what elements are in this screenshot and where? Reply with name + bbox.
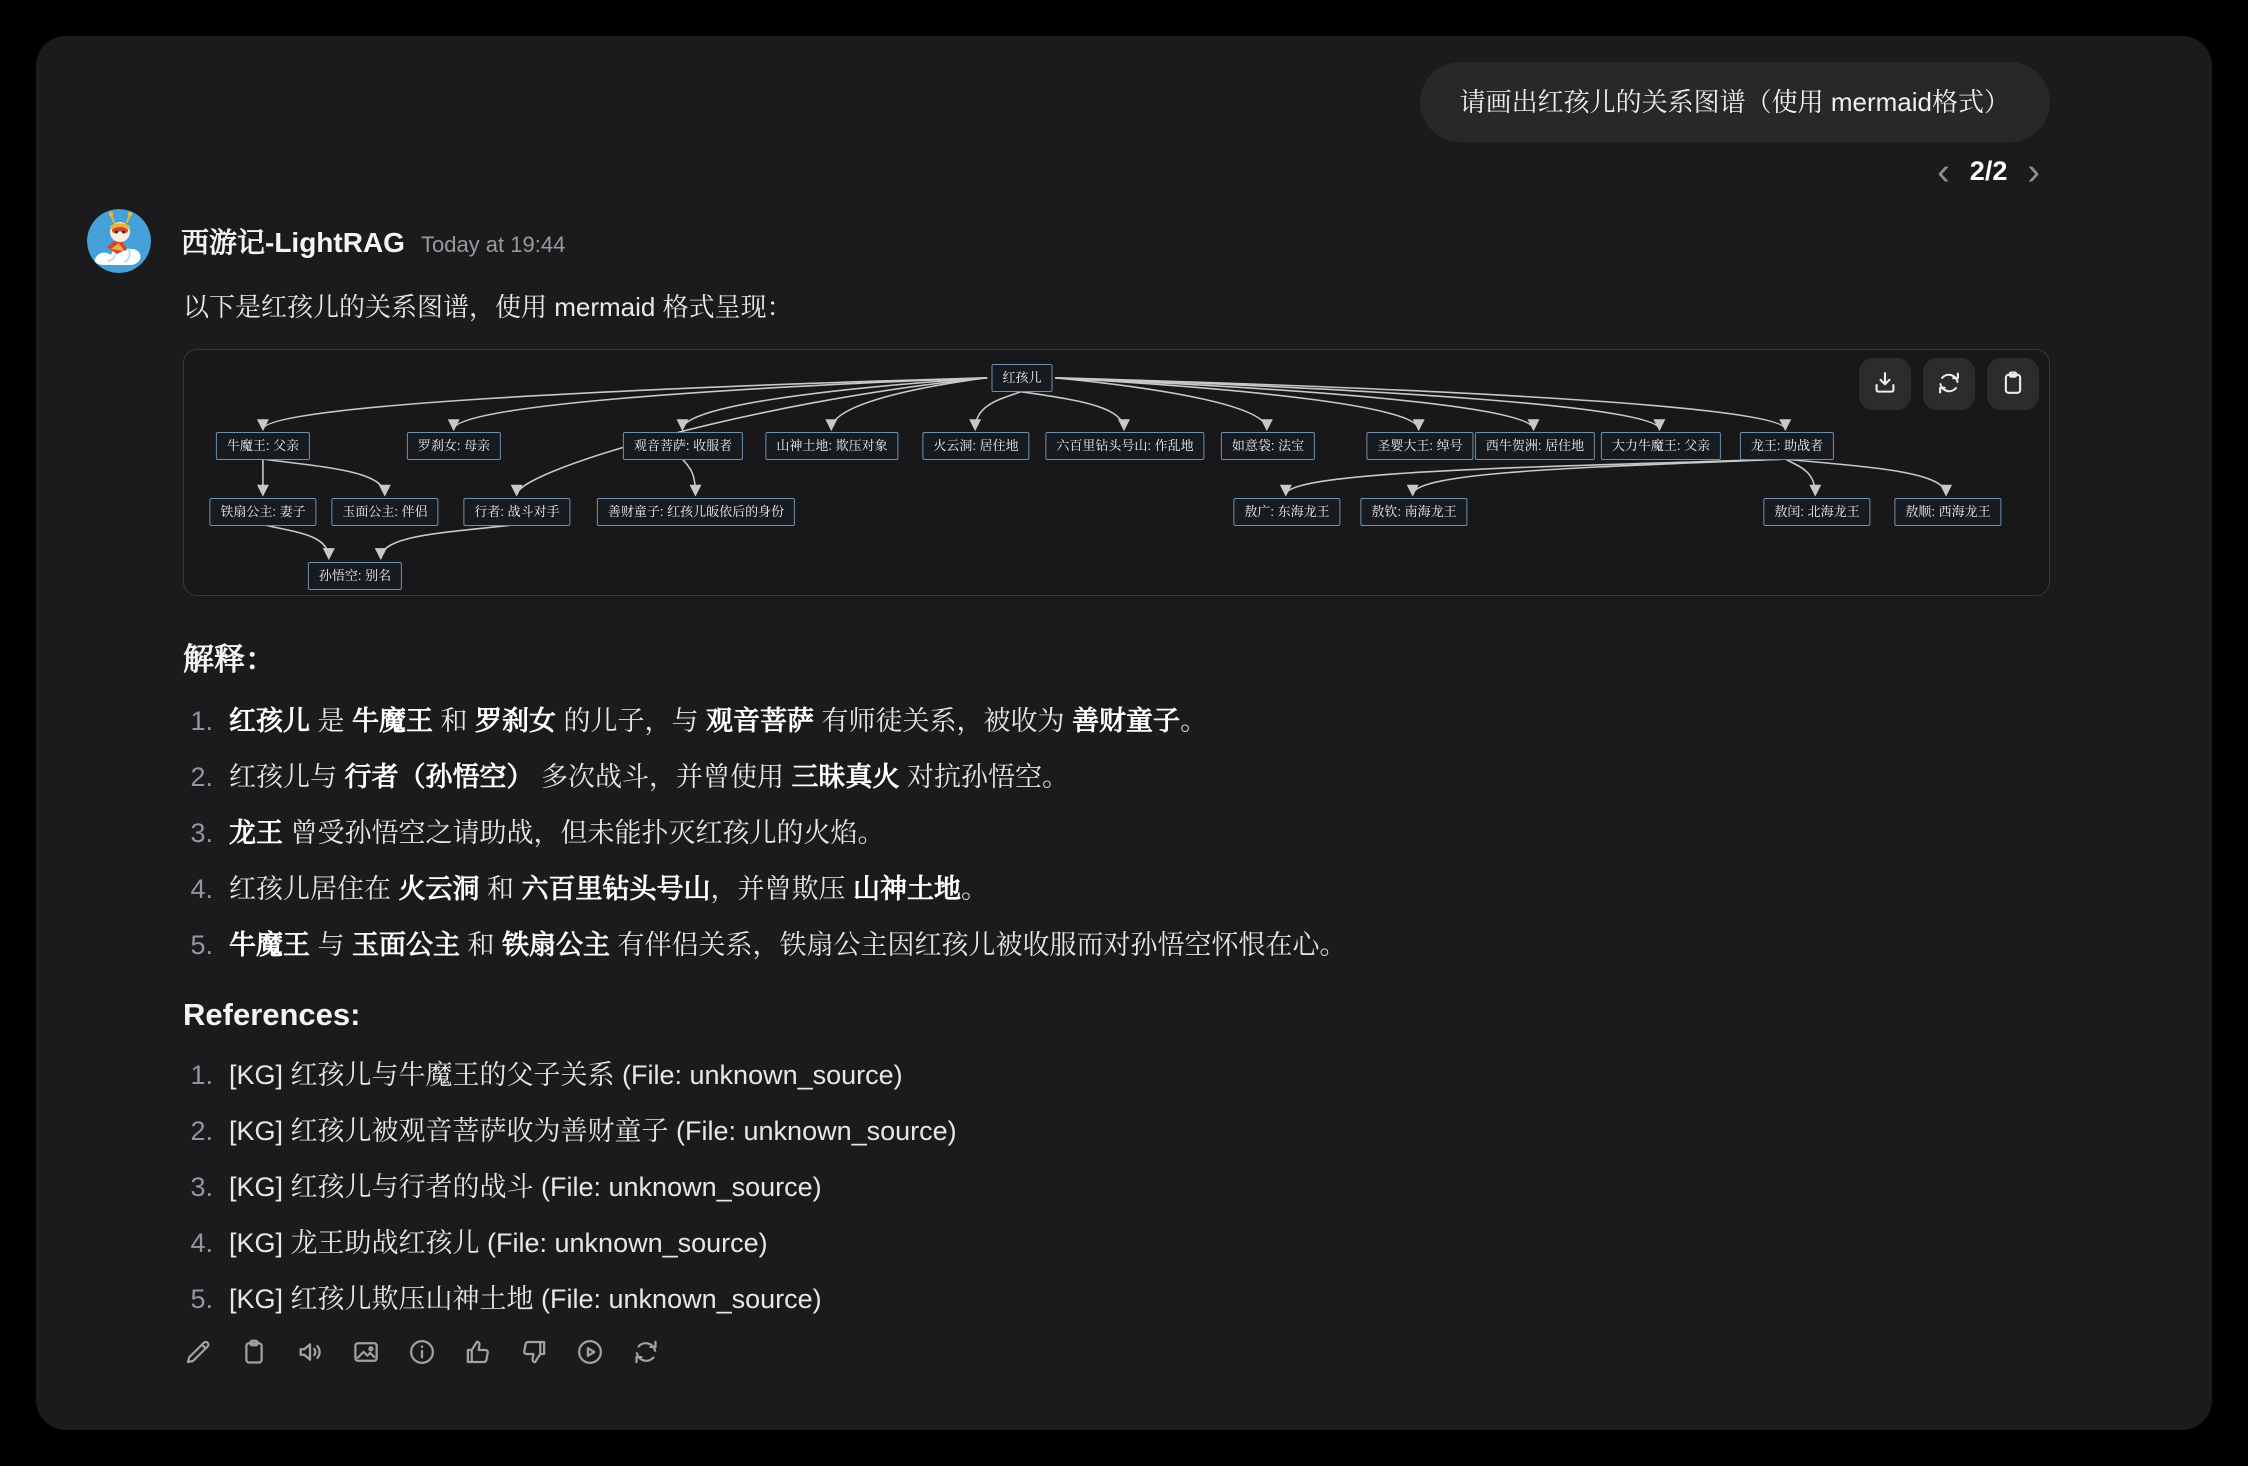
list-number: 1. <box>190 1060 213 1090</box>
explanation-item-text: 红孩儿 是 牛魔王 和 罗刹女 的儿子，与 观音菩萨 有师徒关系，被收为 善财童子。 <box>229 706 1208 736</box>
message-toolbar <box>183 1337 2212 1367</box>
reference-item-text: [KG] 红孩儿欺压山神土地 (File: unknown_source) <box>229 1284 822 1314</box>
user-message-bubble: 请画出红孩儿的关系图谱（使用 mermaid格式） <box>1420 62 2050 142</box>
references-list <box>183 1057 2212 1317</box>
list-number: 4. <box>190 874 213 904</box>
thumbs-up-icon[interactable] <box>463 1337 493 1367</box>
explanation-item <box>183 927 2212 963</box>
reference-item-text: [KG] 龙王助战红孩儿 (File: unknown_source) <box>229 1228 768 1258</box>
copy-icon <box>1999 369 2027 400</box>
chat-window <box>36 36 2212 1430</box>
assistant-avatar <box>87 209 151 273</box>
page-indicator: 2/2 <box>1969 156 2008 186</box>
diagram-node-longwang: 龙王: 助战者 <box>1740 432 1834 460</box>
diagram-edge-honghaier-daliniumo <box>1055 378 1659 430</box>
explanation-list <box>183 703 2212 963</box>
diagram-node-aoqin: 敖钦: 南海龙王 <box>1360 498 1467 526</box>
play-icon[interactable] <box>575 1337 605 1367</box>
diagram-node-yumian: 玉面公主: 伴侣 <box>331 498 438 526</box>
list-number: 3. <box>190 818 213 848</box>
diagram-node-sunwukong: 孙悟空: 别名 <box>308 562 402 590</box>
diagram-node-aoshun: 敖顺: 西海龙王 <box>1894 498 2001 526</box>
reference-item-text: [KG] 红孩儿与牛魔王的父子关系 (File: unknown_source) <box>229 1060 903 1090</box>
diagram-toolbar <box>1859 358 2039 410</box>
explanation-heading: 解释： <box>183 642 276 677</box>
info-icon[interactable] <box>407 1337 437 1367</box>
diagram-node-luochanv: 罗刹女: 母亲 <box>407 432 501 460</box>
diagram-node-zuantoushan: 六百里钻头号山: 作乱地 <box>1045 432 1204 460</box>
diagram-node-shancai: 善财童子: 红孩儿皈依后的身份 <box>597 498 795 526</box>
assistant-name: 西游记-LightRAG <box>181 227 405 258</box>
thumbs-down-icon[interactable] <box>519 1337 549 1367</box>
list-number: 2. <box>190 1116 213 1146</box>
explanation-item <box>183 871 2212 907</box>
diagram-node-honghaier: 红孩儿 <box>991 364 1052 392</box>
diagram-node-xiniuhezhou: 西牛贺洲: 居住地 <box>1475 432 1595 460</box>
monkey-king-avatar-icon <box>87 209 151 273</box>
download-icon <box>1871 369 1899 400</box>
list-number: 5. <box>190 1284 213 1314</box>
diagram-edge-honghaier-shanshen <box>831 378 987 430</box>
diagram-node-guanyin: 观音菩萨: 收服者 <box>623 432 743 460</box>
diagram-node-daliniumo: 大力牛魔王: 父亲 <box>1601 432 1721 460</box>
explanation-item <box>183 759 2212 795</box>
explanation-item-text: 龙王 曾受孙悟空之请助战，但未能扑灭红孩儿的火焰。 <box>229 818 885 848</box>
refresh-icon <box>1935 369 1963 400</box>
diagram-node-shanshen: 山神土地: 欺压对象 <box>765 432 898 460</box>
next-page-button[interactable]: › <box>2027 150 2040 193</box>
list-number: 4. <box>190 1228 213 1258</box>
speak-icon[interactable] <box>295 1337 325 1367</box>
diagram-edge-longwang-aoguang <box>1286 459 1785 495</box>
explanation-item-text: 牛魔王 与 玉面公主 和 铁扇公主 有伴侣关系，铁扇公主因红孩儿被收服而对孙悟空怀恨在心。 <box>229 930 1347 960</box>
diagram-edge-honghaier-niumowang <box>263 378 987 430</box>
assistant-intro-text: 以下是红孩儿的关系图谱，使用 mermaid 格式呈现： <box>183 292 793 322</box>
list-number: 3. <box>190 1172 213 1202</box>
assistant-message <box>36 209 2212 1367</box>
diagram-node-ruyidai: 如意袋: 法宝 <box>1221 432 1315 460</box>
list-number: 5. <box>190 930 213 960</box>
copy-icon[interactable] <box>239 1337 269 1367</box>
download-button[interactable] <box>1859 358 1911 410</box>
diagram-node-xingzhe: 行者: 战斗对手 <box>463 498 570 526</box>
diagram-node-shengying: 圣婴大王: 绰号 <box>1366 432 1473 460</box>
reference-item <box>183 1057 2212 1093</box>
list-number: 2. <box>190 762 213 792</box>
diagram-node-niumowang: 牛魔王: 父亲 <box>216 432 310 460</box>
reference-item <box>183 1225 2212 1261</box>
list-number: 1. <box>190 706 213 736</box>
explanation-item-text: 红孩儿居住在 火云洞 和 六百里钻头号山，并曾欺压 山神土地。 <box>229 874 989 904</box>
reference-item-text: [KG] 红孩儿被观音菩萨收为善财童子 (File: unknown_source) <box>229 1116 957 1146</box>
message-pagination <box>36 150 2212 193</box>
explanation-item <box>183 703 2212 739</box>
diagram-edge-guanyin-shancai <box>682 459 695 495</box>
reference-item <box>183 1113 2212 1149</box>
diagram-edge-niumowang-yumian <box>263 459 385 495</box>
explanation-item <box>183 815 2212 851</box>
diagram-edge-longwang-aorun <box>1785 459 1815 495</box>
diagram-edges <box>184 350 2049 595</box>
diagram-edge-xingzhe-sunwukong <box>381 525 517 559</box>
image-icon[interactable] <box>351 1337 381 1367</box>
copy-button[interactable] <box>1987 358 2039 410</box>
diagram-node-aorun: 敖闰: 北海龙王 <box>1763 498 1870 526</box>
regenerate-icon[interactable] <box>631 1337 661 1367</box>
diagram-node-huoyundong: 火云洞: 居住地 <box>922 432 1029 460</box>
edit-icon[interactable] <box>183 1337 213 1367</box>
prev-page-button[interactable]: ‹ <box>1937 150 1950 193</box>
reference-item <box>183 1281 2212 1317</box>
diagram-edge-longwang-aoshun <box>1785 459 1946 495</box>
explanation-item-text: 红孩儿与 行者（孙悟空） 多次战斗，并曾使用 三昧真火 对抗孙悟空。 <box>229 762 1070 792</box>
refresh-button[interactable] <box>1923 358 1975 410</box>
reference-item-text: [KG] 红孩儿与行者的战斗 (File: unknown_source) <box>229 1172 822 1202</box>
diagram-edge-honghaier-xingzhe <box>517 378 987 495</box>
diagram-edge-honghaier-huoyundong <box>975 392 1021 430</box>
references-heading: References: <box>183 997 361 1032</box>
diagram-edge-tieshan-sunwukong <box>263 525 329 559</box>
message-timestamp: Today at 19:44 <box>420 232 566 257</box>
diagram-node-tieshan: 铁扇公主: 妻子 <box>209 498 316 526</box>
reference-item <box>183 1169 2212 1205</box>
diagram-node-aoguang: 敖广: 东海龙王 <box>1233 498 1340 526</box>
diagram-edge-honghaier-zuantoushan <box>1021 392 1124 430</box>
mermaid-diagram <box>183 349 2050 596</box>
